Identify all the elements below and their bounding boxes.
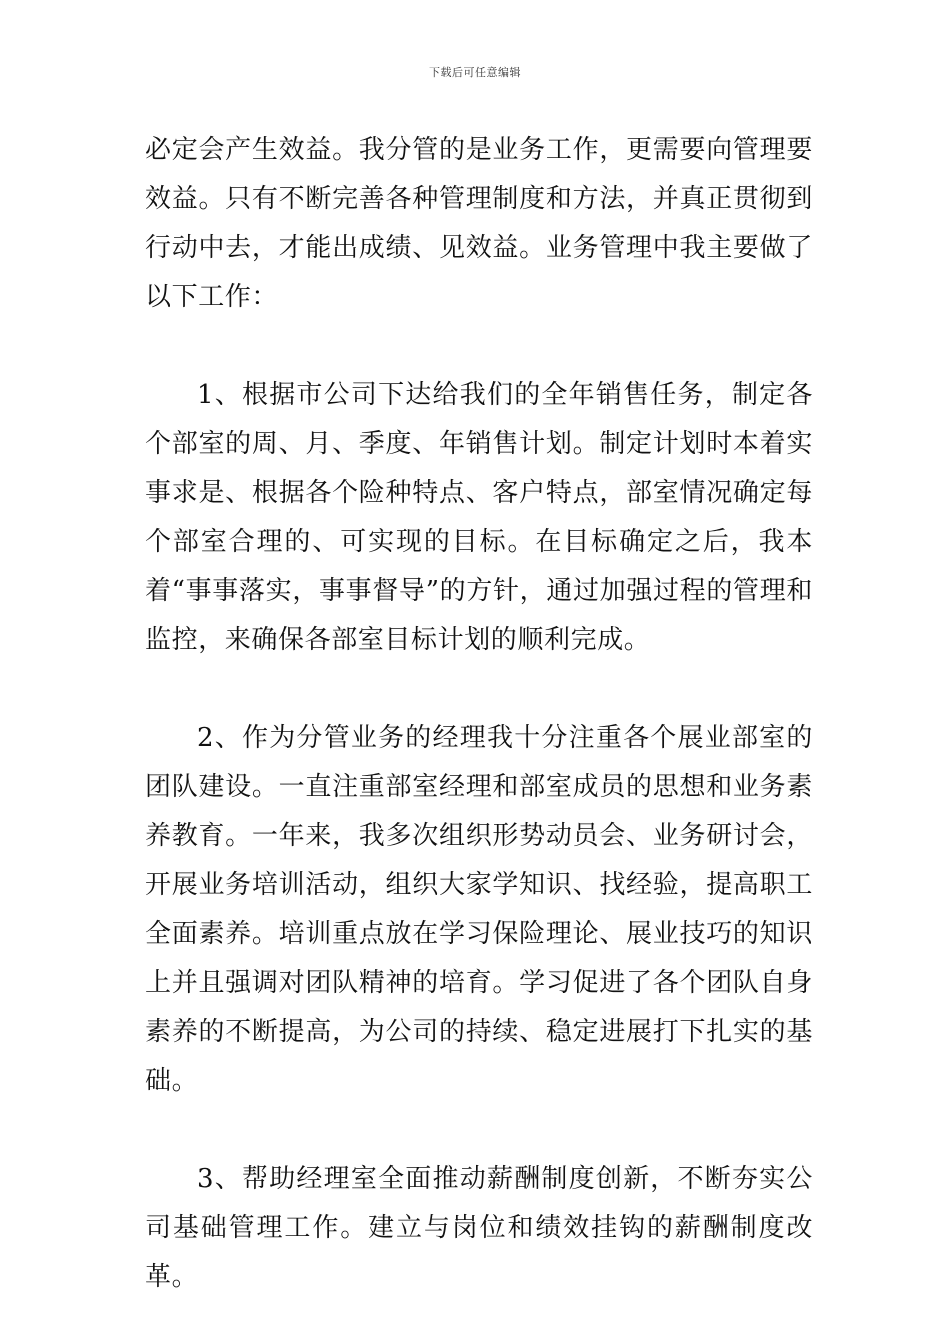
paragraph-spacer <box>145 1106 813 1155</box>
paragraph-intro: 必定会产生效益。我分管的是业务工作，更需要向管理要效益。只有不断完善各种管理制度和方法，并真正贯彻到行动中去，才能出成绩、见效益。业务管理中我主要做了以下工作： <box>145 135 813 312</box>
paragraph-item-2: 2、作为分管业务的经理我十分注重各个展业部室的团队建设。一直注重部室经理和部室成员的思想和业务素养教育。一年来，我多次组织形势动员会、业务研讨会，开展业务培训活动，组织大家学知识、找经验，提高职工全面素养。培训重点放在学习保险理论、展业技巧的知识上并且强调对团队精神的培育。学习促进了各个团队自身素养的不断提高，为公司的持续、稳定进展打下扎实的基础。 <box>145 723 813 1096</box>
paragraph-item-3: 3、帮助经理室全面推动薪酬制度创新，不断夯实公司基础管理工作。建立与岗位和绩效挂钩的薪酬制度改革。 <box>145 1164 813 1292</box>
paragraph-spacer <box>145 665 813 714</box>
page-header: 下载后可任意编辑 <box>429 66 521 79</box>
document-body <box>145 126 813 1302</box>
paragraph-item-1: 1、根据市公司下达给我们的全年销售任务，制定各个部室的周、月、季度、年销售计划。制定计划时本着实事求是、根据各个险种特点、客户特点，部室情况确定每个部室合理的、可实现的目标。在目标确定之后，我本着“事事落实，事事督导”的方针，通过加强过程的管理和监控，来确保各部室目标计划的顺利完成。 <box>145 380 813 655</box>
paragraph-spacer <box>145 322 813 371</box>
